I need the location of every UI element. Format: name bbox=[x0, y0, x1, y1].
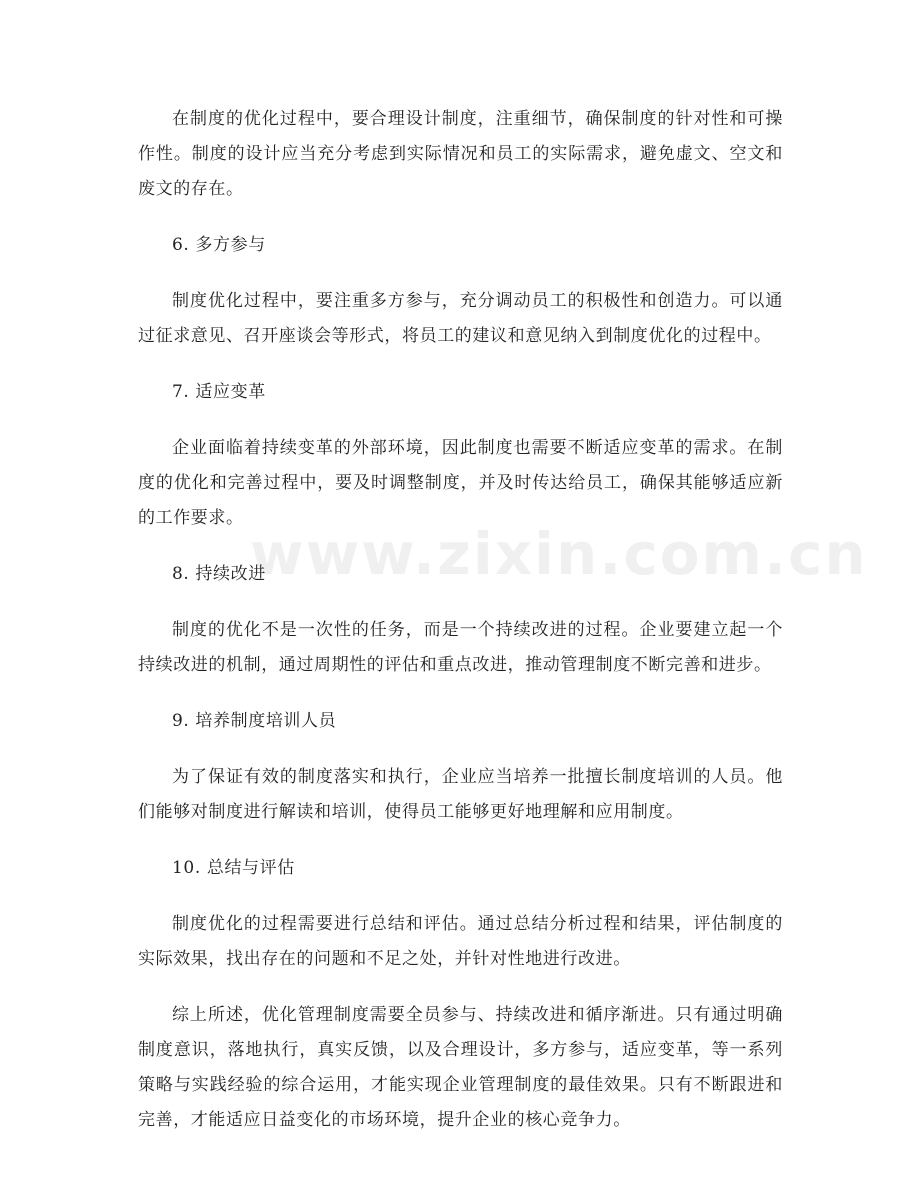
heading-6: 6. 多方参与 bbox=[172, 235, 266, 255]
paragraph-change: 企业面临着持续变革的外部环境，因此制度也需要不断适应变革的需求。在制度的优化和完善过程中，要及时调整制度，并及时传达给员工，确保其能够适应新的工作要求。 bbox=[138, 438, 783, 528]
heading-7: 7. 适应变革 bbox=[172, 382, 266, 402]
document-body bbox=[138, 102, 868, 1138]
heading-8: 8. 持续改进 bbox=[172, 564, 266, 584]
heading-10: 10. 总结与评估 bbox=[172, 858, 295, 878]
paragraph-improvement: 制度的优化不是一次性的任务，而是一个持续改进的过程。企业要建立起一个持续改进的机制，通过周期性的评估和重点改进，推动管理制度不断完善和进步。 bbox=[138, 620, 783, 675]
watermark: www.zixin.com.cn bbox=[250, 520, 868, 588]
paragraph-training: 为了保证有效的制度落实和执行，企业应当培养一批擅长制度培训的人员。他们能够对制度进行解读和培训，使得员工能够更好地理解和应用制度。 bbox=[138, 767, 783, 822]
paragraph-design: 在制度的优化过程中，要合理设计制度，注重细节，确保制度的针对性和可操作性。制度的设计应当充分考虑到实际情况和员工的实际需求，避免虚文、空文和废文的存在。 bbox=[138, 109, 783, 199]
paragraph-conclusion: 综上所述，优化管理制度需要全员参与、持续改进和循序渐进。只有通过明确制度意识，落地执行，真实反馈，以及合理设计，多方参与，适应变革，等一系列策略与实践经验的综合运用，才能实现企业管理制度的最佳效果。只有不断跟进和完善，才能适应日益变化的市场环境，提升企业的核心竞争力。 bbox=[138, 1005, 783, 1130]
heading-9: 9. 培养制度培训人员 bbox=[172, 711, 337, 731]
paragraph-evaluation: 制度优化的过程需要进行总结和评估。通过总结分析过程和结果，评估制度的实际效果，找出存在的问题和不足之处，并针对性地进行改进。 bbox=[138, 914, 783, 969]
paragraph-participation: 制度优化过程中，要注重多方参与，充分调动员工的积极性和创造力。可以通过征求意见、召开座谈会等形式，将员工的建议和意见纳入到制度优化的过程中。 bbox=[138, 291, 783, 346]
